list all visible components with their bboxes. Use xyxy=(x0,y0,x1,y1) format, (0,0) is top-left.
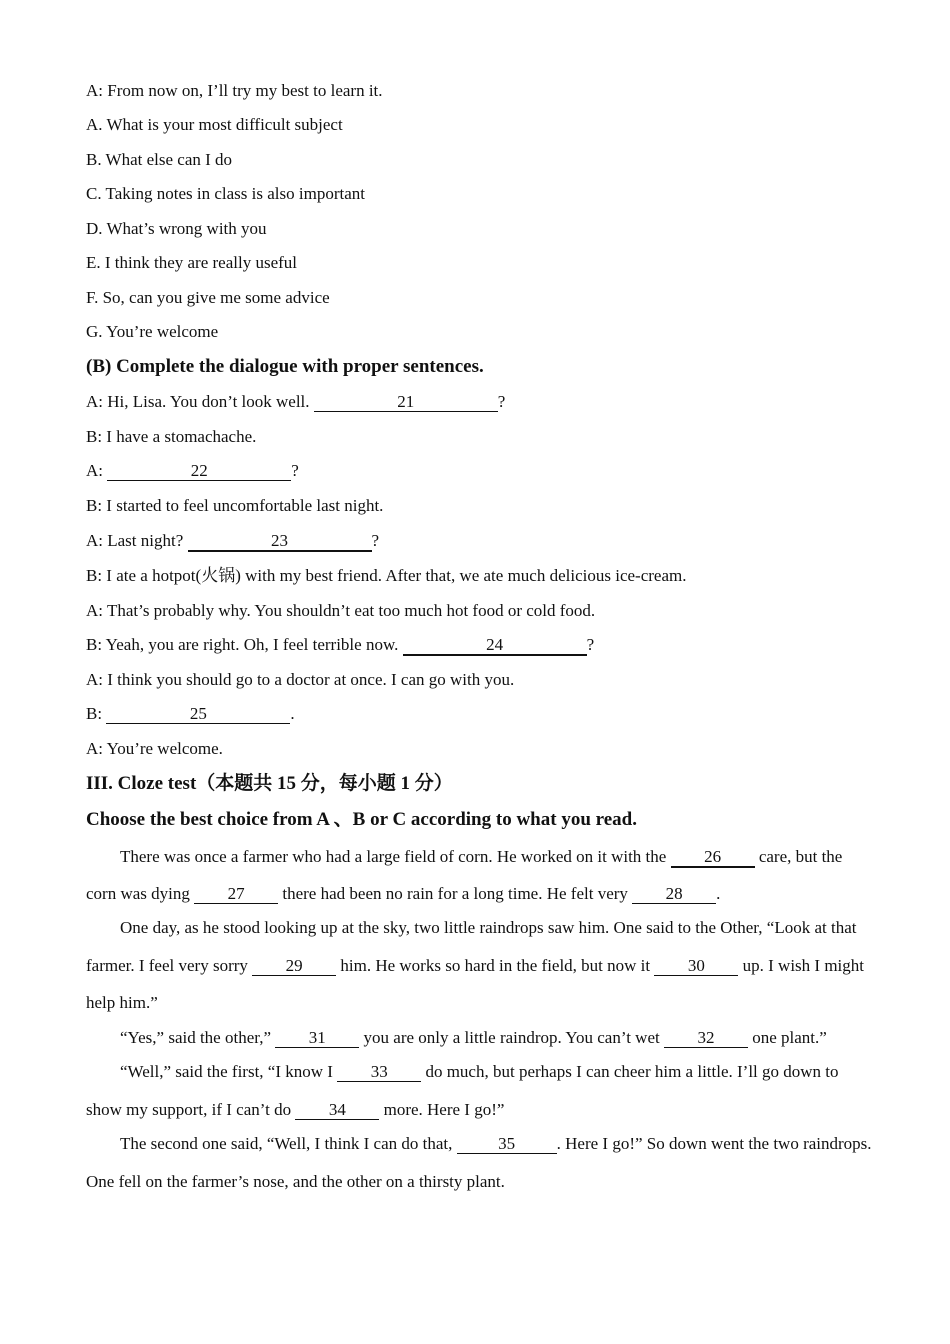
option-a: A. What is your most difficult subject xyxy=(86,115,343,134)
answer-blank-26[interactable]: 26 xyxy=(671,848,755,868)
dialogue-text: B: Yeah, you are right. Oh, I feel terrible now. xyxy=(86,635,403,654)
answer-blank-24[interactable]: 24 xyxy=(403,636,587,656)
dialogue-punct: ? xyxy=(497,392,506,411)
passage-text: . Here I go!” So down went the two raindrops. xyxy=(556,1134,872,1153)
passage-text: corn was dying xyxy=(86,884,195,903)
answer-blank-35[interactable]: 35 xyxy=(457,1135,557,1154)
dialogue-line: B: I started to feel uncomfortable last night. xyxy=(86,496,384,515)
passage-line xyxy=(120,1133,872,1155)
dialogue-line xyxy=(86,460,299,482)
passage-text: do much, but perhaps I can cheer him a little. I’ll go down to xyxy=(421,1062,839,1081)
dialogue-line xyxy=(86,391,505,413)
dialogue-punct: ? xyxy=(586,635,595,654)
answer-blank-34[interactable]: 34 xyxy=(295,1101,379,1120)
passage-line xyxy=(86,883,720,905)
passage-text: care, but the xyxy=(754,847,843,866)
dialogue-text: A: Last night? xyxy=(86,531,188,550)
answer-blank-32[interactable]: 32 xyxy=(664,1029,748,1048)
passage-text: The second one said, “Well, I think I can do that, xyxy=(120,1134,457,1153)
cloze-instruction: Choose the best choice from A 、B or C according to what you read. xyxy=(86,809,637,830)
dialogue-closing-line: A: From now on, I’ll try my best to learn it. xyxy=(86,81,383,100)
passage-line: One fell on the farmer’s nose, and the other on a thirsty plant. xyxy=(86,1172,505,1191)
answer-blank-31[interactable]: 31 xyxy=(275,1029,359,1048)
answer-blank-22[interactable]: 22 xyxy=(107,462,291,481)
option-e: E. I think they are really useful xyxy=(86,253,298,272)
passage-text: there had been no rain for a long time. He felt very xyxy=(278,884,633,903)
dialogue-punct: ? xyxy=(371,531,380,550)
option-b: B. What else can I do xyxy=(86,150,233,169)
passage-text: show my support, if I can’t do xyxy=(86,1100,296,1119)
answer-blank-25[interactable]: 25 xyxy=(106,705,290,724)
option-c: C. Taking notes in class is also important xyxy=(86,184,365,203)
section-b-heading: (B) Complete the dialogue with proper sentences. xyxy=(86,356,484,377)
passage-text: “Well,” said the first, “I know I xyxy=(120,1062,338,1081)
answer-blank-28[interactable]: 28 xyxy=(632,885,716,904)
answer-blank-23[interactable]: 23 xyxy=(188,532,372,552)
dialogue-line: B: I have a stomachache. xyxy=(86,427,257,446)
passage-text: There was once a farmer who had a large field of corn. He worked on it with the xyxy=(120,847,671,866)
dialogue-line xyxy=(86,703,295,725)
option-f: F. So, can you give me some advice xyxy=(86,288,330,307)
passage-text: him. He works so hard in the field, but now it xyxy=(336,956,655,975)
dialogue-text: B: xyxy=(86,704,107,723)
passage-line xyxy=(86,1099,504,1121)
dialogue-text: A: Hi, Lisa. You don’t look well. xyxy=(86,392,314,411)
passage-line: One day, as he stood looking up at the sky, two little raindrops saw him. One said to the Other, “Look at that xyxy=(120,918,857,937)
dialogue-line: A: That’s probably why. You shouldn’t eat too much hot food or cold food. xyxy=(86,601,596,620)
option-g: G. You’re welcome xyxy=(86,322,219,341)
passage-line xyxy=(86,955,864,977)
dialogue-punct: ? xyxy=(291,461,299,480)
passage-line: help him.” xyxy=(86,993,158,1012)
dialogue-line: A: I think you should go to a doctor at once. I can go with you. xyxy=(86,670,515,689)
passage-text: “Yes,” said the other,” xyxy=(120,1028,276,1047)
answer-blank-27[interactable]: 27 xyxy=(194,885,278,904)
dialogue-text: A: xyxy=(86,461,108,480)
section-iii-heading: III. Cloze test（本题共 15 分，每小题 1 分） xyxy=(86,773,453,794)
answer-blank-30[interactable]: 30 xyxy=(654,957,738,976)
passage-text: up. I wish I might xyxy=(738,956,864,975)
passage-line xyxy=(120,1027,827,1049)
dialogue-line xyxy=(86,634,594,656)
answer-blank-33[interactable]: 33 xyxy=(337,1063,421,1082)
dialogue-line xyxy=(86,530,379,552)
passage-text: one plant.” xyxy=(747,1028,827,1047)
passage-line xyxy=(120,1061,839,1083)
passage-text: . xyxy=(716,884,721,903)
dialogue-line: A: You’re welcome. xyxy=(86,739,223,758)
passage-line xyxy=(120,846,842,868)
dialogue-line: B: I ate a hotpot(火锅) with my best friend. After that, we ate much delicious ice-cream. xyxy=(86,566,687,585)
answer-blank-21[interactable]: 21 xyxy=(314,393,498,412)
passage-text: farmer. I feel very sorry xyxy=(86,956,253,975)
answer-blank-29[interactable]: 29 xyxy=(252,957,336,976)
passage-text: you are only a little raindrop. You can’t wet xyxy=(359,1028,664,1047)
option-d: D. What’s wrong with you xyxy=(86,219,267,238)
passage-text: more. Here I go!” xyxy=(379,1100,505,1119)
dialogue-punct: . xyxy=(290,704,295,723)
